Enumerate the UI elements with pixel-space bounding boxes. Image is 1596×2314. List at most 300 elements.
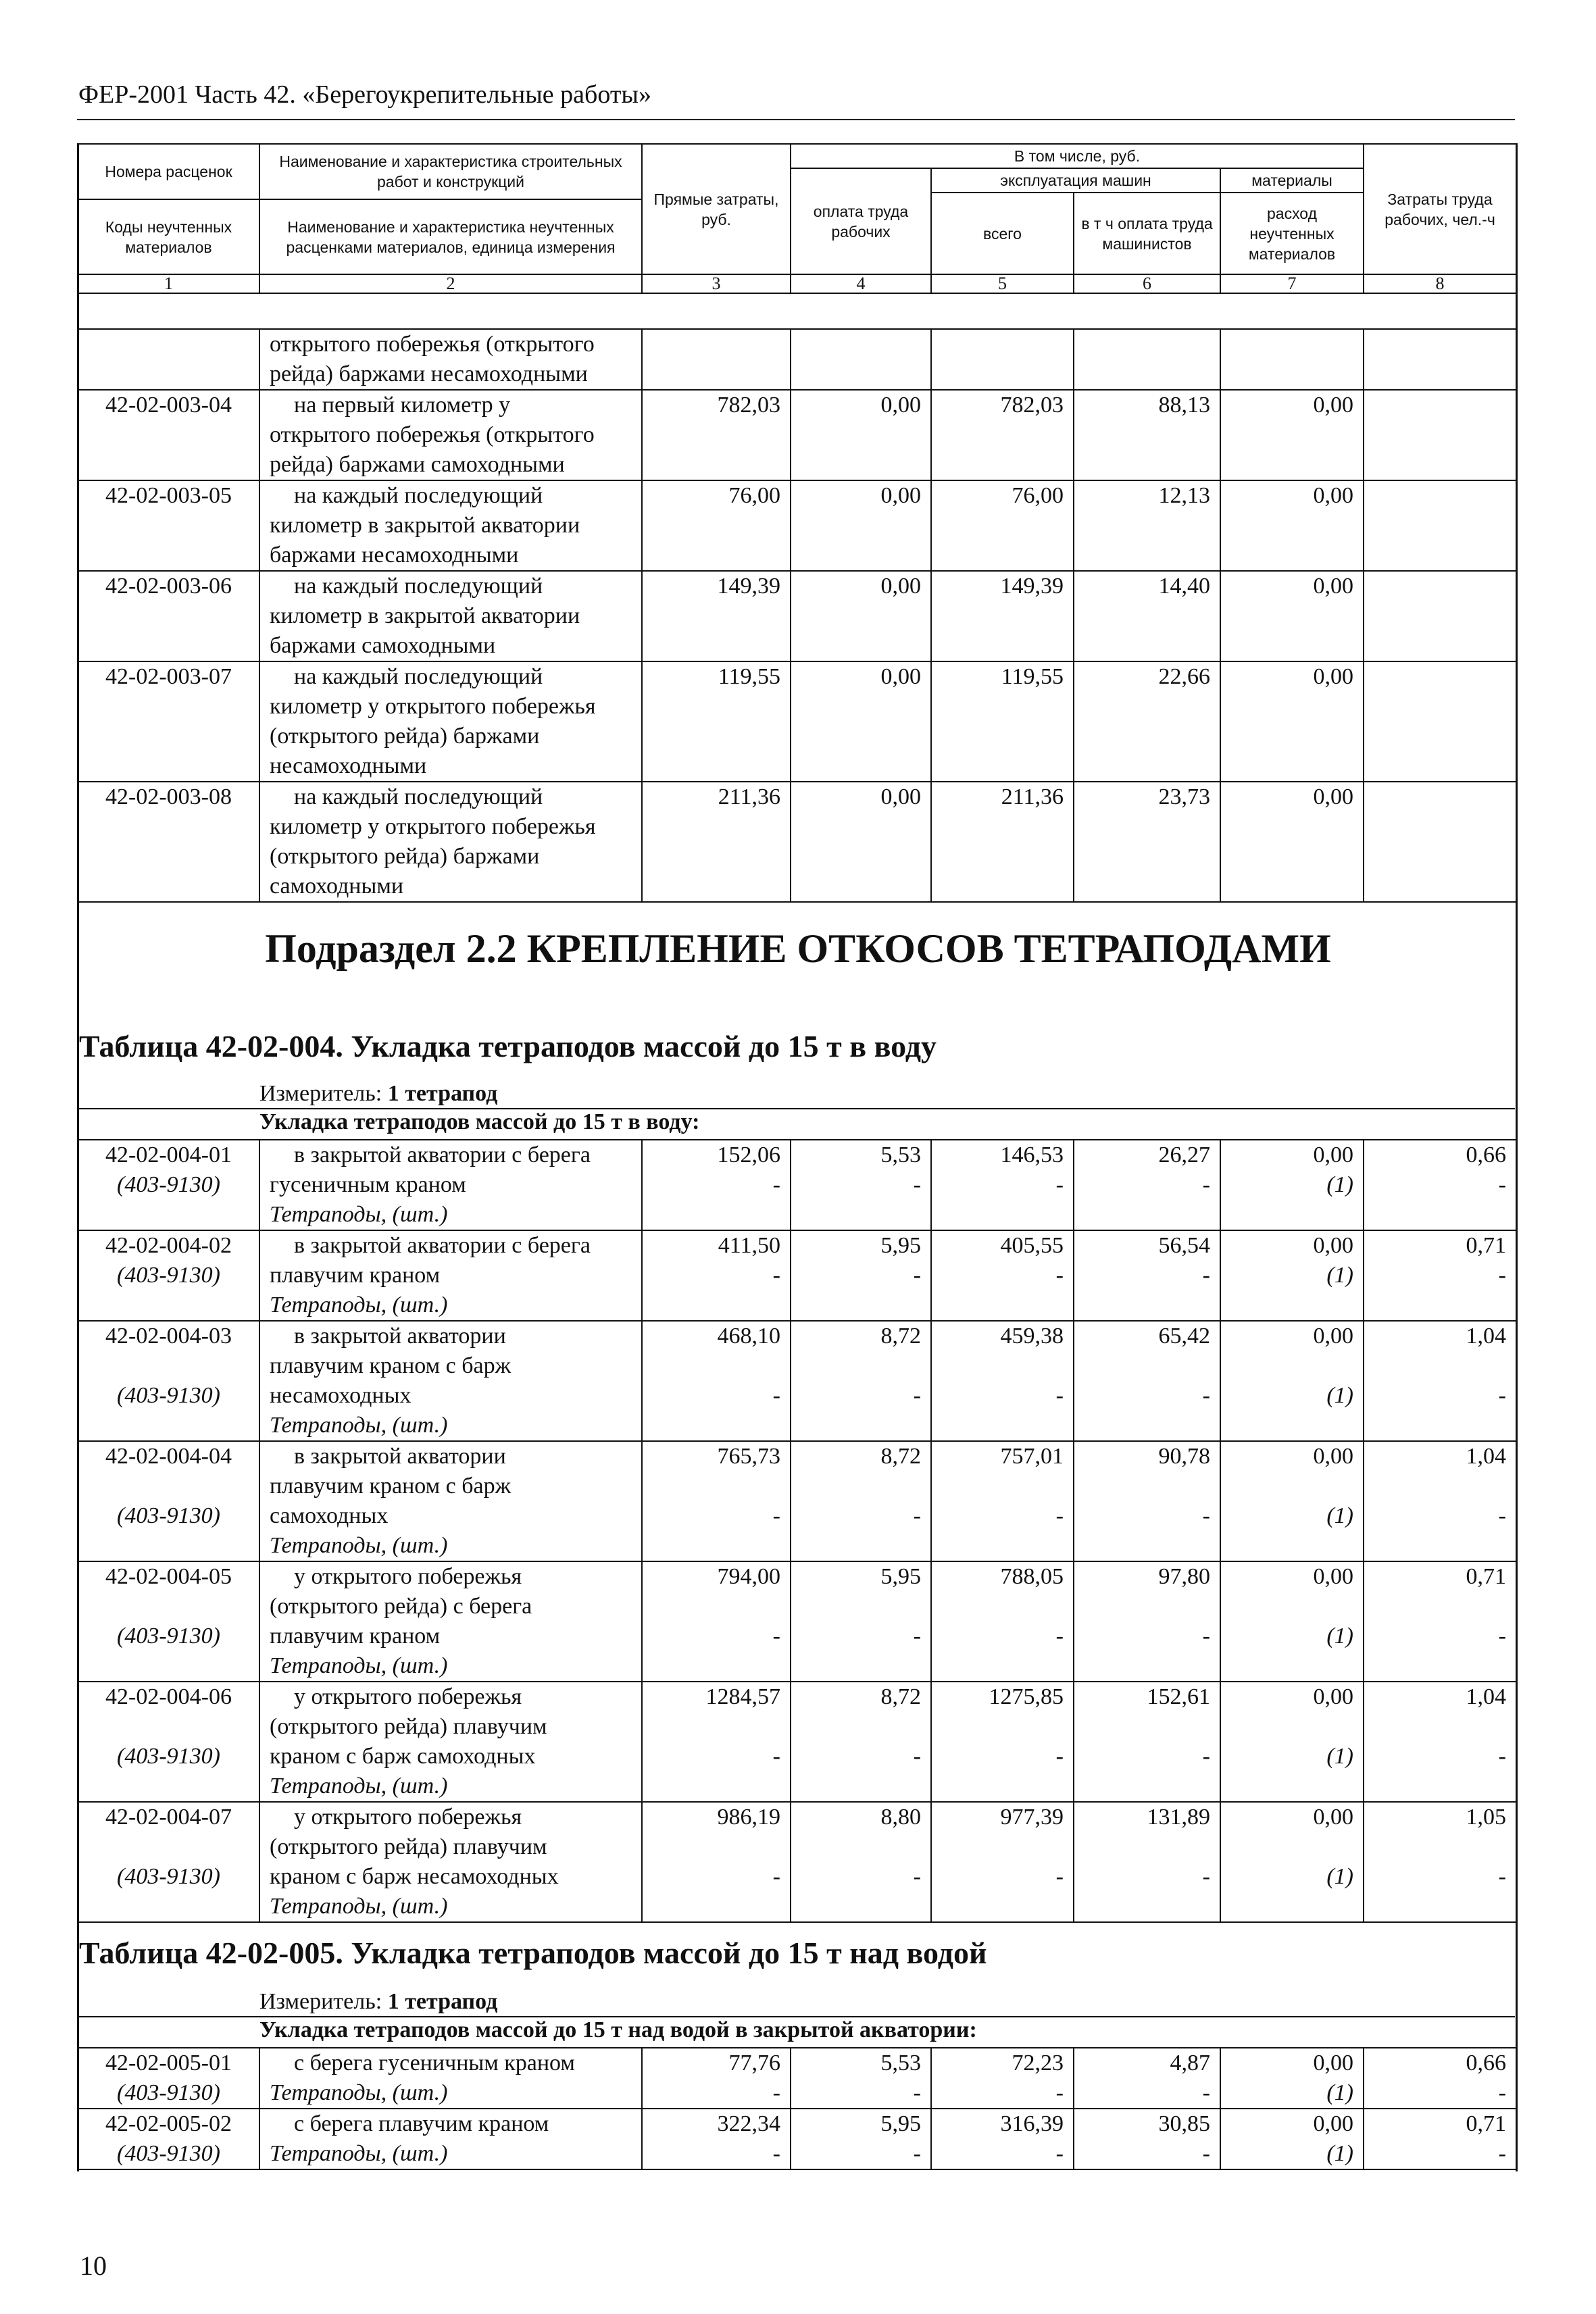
value-cell-c4 [791,1441,931,1561]
empty-dash: - [913,1172,921,1197]
resource-name: Тетраподы, (шт.) [270,1292,448,1317]
value-c5: 1275,85 [989,1684,1064,1709]
value-c4: 5,53 [880,1142,921,1167]
value-c3: 149,39 [717,574,780,599]
description-line: несамоходных [270,1383,412,1408]
rate-code: 42-02-003-04 [105,393,232,418]
value-c6: 14,40 [1158,574,1210,599]
resource-name: Тетраподы, (шт.) [270,1533,448,1558]
value-cell-c7 [1220,1441,1364,1561]
value-cell-c8 [1364,1230,1516,1321]
value-c5: 211,36 [1001,784,1064,809]
value-c7: 0,00 [1313,1233,1353,1258]
value-cell-c4 [791,1230,931,1321]
value-c7: 0,00 [1313,483,1353,508]
material-quantity: (1) [1326,1172,1353,1197]
empty-dash: - [1498,1624,1506,1649]
labor-pay-header: оплата труда рабочих [791,168,931,274]
empty-dash: - [913,1624,921,1649]
empty-dash: - [1498,1864,1506,1889]
value-cell-c6 [1074,571,1220,661]
value-c7: 0,00 [1313,664,1353,689]
value-c4: 8,72 [880,1324,921,1349]
value-c3: 211,36 [718,784,780,809]
value-cell-c6 [1074,1140,1220,1230]
value-c5: 977,39 [1000,1805,1064,1830]
value-cell-c5 [931,329,1074,390]
table-row [78,2109,1516,2169]
value-cell-c6 [1074,329,1220,390]
empty-dash: - [1055,1624,1064,1649]
value-cell-c8 [1364,1682,1516,1802]
empty-dash: - [913,1503,921,1528]
value-cell-c4 [791,1682,931,1802]
value-c7: 0,00 [1313,2111,1353,2136]
description-cell [259,661,642,782]
table-row [78,1230,1516,1321]
value-c7: 0,00 [1313,1444,1353,1469]
table-004-measure: Измеритель: 1 тетрапод [259,1081,498,1106]
description-line: (открытого рейда) плавучим [270,1714,547,1739]
value-c5: 146,53 [1000,1142,1064,1167]
description-line: гусеничным краном [270,1172,466,1197]
col2-subheader: Наименование и характеристика неучтенных расценками материалов, единица измерения [259,199,642,274]
description-line: у открытого побережья [294,1684,522,1709]
empty-dash: - [1055,1263,1064,1288]
resource-code: (403-9130) [117,1172,220,1197]
description-line: открытого побережья (открытого [270,332,595,357]
rate-code: 42-02-004-04 [105,1444,232,1469]
description-line: самоходными [270,874,404,899]
resource-name: Тетраподы, (шт.) [270,1413,448,1438]
description-line: на каждый последующий [294,664,543,689]
description-line: несамоходными [270,753,427,778]
value-c6: 90,78 [1158,1444,1210,1469]
value-cell-c8 [1364,1140,1516,1230]
empty-dash: - [913,1383,921,1408]
subsection-title: Подраздел 2.2 КРЕПЛЕНИЕ ОТКОСОВ ТЕТРАПОДАМИ [265,926,1331,971]
material-quantity: (1) [1326,2141,1353,2166]
empty-dash: - [772,2141,780,2166]
description-cell [259,1802,642,1922]
col-number-4: 4 [791,274,931,293]
description-line: открытого побережья (открытого [270,422,595,447]
table-004-title: Таблица 42-02-004. Укладка тетраподов массой до 15 т в воду [79,1029,937,1063]
value-cell-c5 [931,782,1074,902]
value-c4: 8,80 [880,1805,921,1830]
col-number-8: 8 [1364,274,1516,293]
col-number-3: 3 [642,274,791,293]
empty-dash: - [1055,1383,1064,1408]
value-c7: 0,00 [1313,1805,1353,1830]
material-quantity: (1) [1326,1263,1353,1288]
description-line: рейда) баржами самоходными [270,452,565,477]
empty-dash: - [1055,2080,1064,2105]
value-c3: 765,73 [717,1444,780,1469]
value-cell-c6 [1074,1321,1220,1441]
description-line: на первый километр у [294,393,511,418]
rate-code-cell [78,1802,259,1922]
value-cell-c7 [1220,1321,1364,1441]
empty-dash: - [1202,1624,1210,1649]
value-c4: 5,95 [880,2111,921,2136]
resource-name: Тетраподы, (шт.) [270,1202,448,1227]
resource-name: Тетраподы, (шт.) [270,2080,448,2105]
value-c6: 131,89 [1147,1805,1210,1830]
page-header-title: ФЕР-2001 Часть 42. «Берегоукрепительные работы» [78,80,651,109]
material-quantity: (1) [1326,1383,1353,1408]
value-c4: 5,95 [880,1564,921,1589]
description-cell [259,2048,642,2109]
rate-code-cell [78,1682,259,1802]
value-cell-c8 [1364,571,1516,661]
description-line: в закрытой акватории с берега [294,1142,591,1167]
rate-code-cell [78,1441,259,1561]
empty-dash: - [1055,2141,1064,2166]
value-c5: 782,03 [1000,393,1064,418]
empty-dash: - [1498,2141,1506,2166]
labor-hours-header: Затраты труда рабочих, чел.-ч [1364,144,1516,274]
value-cell-c5 [931,1561,1074,1682]
empty-dash: - [772,1172,780,1197]
rate-code-cell [78,1140,259,1230]
value-cell-c7 [1220,1230,1364,1321]
rate-code: 42-02-004-06 [105,1684,232,1709]
resource-name: Тетраподы, (шт.) [270,1774,448,1799]
empty-dash: - [1055,1744,1064,1769]
value-cell-c4 [791,1802,931,1922]
empty-dash: - [913,1263,921,1288]
col-number-5: 5 [931,274,1074,293]
value-c7: 0,00 [1313,393,1353,418]
value-cell-c3 [642,782,791,902]
value-c3: 119,55 [718,664,780,689]
value-c6: 22,66 [1158,664,1210,689]
in-total-header: В том числе, руб. [791,144,1364,168]
rate-code-cell [78,390,259,480]
col-number-1: 1 [78,274,259,293]
value-cell-c6 [1074,782,1220,902]
value-cell-c3 [642,1682,791,1802]
resource-name: Тетраподы, (шт.) [270,1894,448,1919]
table-row [78,1682,1516,1802]
header-divider [77,119,1515,120]
value-cell-c5 [931,2048,1074,2109]
value-cell-c6 [1074,2048,1220,2109]
value-cell-c6 [1074,390,1220,480]
rate-code-cell [78,661,259,782]
description-line: баржами самоходными [270,633,496,658]
value-cell-c3 [642,1321,791,1441]
description-cell [259,1441,642,1561]
description-line: (открытого рейда) баржами [270,844,540,869]
description-line: (открытого рейда) с берега [270,1594,532,1619]
col3-header: Прямые затраты, руб. [642,144,791,274]
table-row [78,1321,1516,1441]
col-number-2: 2 [259,274,642,293]
rate-code: 42-02-003-06 [105,574,232,599]
value-cell-c8 [1364,1321,1516,1441]
value-cell-c8 [1364,661,1516,782]
rate-code-cell [78,329,259,390]
description-cell [259,1321,642,1441]
value-cell-c4 [791,390,931,480]
value-c4: 8,72 [880,1444,921,1469]
empty-dash: - [1202,1503,1210,1528]
table-row [78,782,1516,902]
value-cell-c7 [1220,1802,1364,1922]
value-c3: 1284,57 [705,1684,780,1709]
value-c6: 65,42 [1158,1324,1210,1349]
value-cell-c6 [1074,1802,1220,1922]
table-row [78,2048,1516,2109]
value-c8: 0,66 [1466,1142,1506,1167]
empty-dash: - [772,1503,780,1528]
rate-code-cell [78,480,259,571]
value-cell-c3 [642,390,791,480]
rate-code-cell [78,2048,259,2109]
value-cell-c8 [1364,480,1516,571]
table-row [78,1140,1516,1230]
value-c8: 1,04 [1466,1444,1506,1469]
value-cell-c8 [1364,782,1516,902]
rate-code: 42-02-004-07 [105,1805,232,1830]
empty-dash: - [772,1864,780,1889]
table-003-continuation [77,328,1517,903]
value-c8: 1,05 [1466,1805,1506,1830]
description-line: километр в закрытой акватории [270,603,580,628]
empty-dash: - [1498,1503,1506,1528]
value-cell-c4 [791,571,931,661]
description-line: краном с барж несамоходных [270,1864,559,1889]
description-line: на каждый последующий [294,574,543,599]
value-c4: 0,00 [880,574,921,599]
value-c6: 23,73 [1158,784,1210,809]
value-cell-c8 [1364,1802,1516,1922]
value-cell-c4 [791,2048,931,2109]
value-cell-c8 [1364,1561,1516,1682]
resource-code: (403-9130) [117,2141,220,2166]
value-c7: 0,00 [1313,1684,1353,1709]
value-cell-c7 [1220,2048,1364,2109]
value-cell-c4 [791,2109,931,2169]
description-line: краном с барж самоходных [270,1744,536,1769]
value-c6: 152,61 [1147,1684,1210,1709]
table-row [78,390,1516,480]
value-cell-c4 [791,1561,931,1682]
value-cell-c7 [1220,571,1364,661]
empty-dash: - [913,1744,921,1769]
empty-dash: - [1202,1263,1210,1288]
value-cell-c3 [642,1230,791,1321]
table-005-title: Таблица 42-02-005. Укладка тетраподов массой до 15 т над водой [79,1936,987,1970]
material-quantity: (1) [1326,1503,1353,1528]
empty-dash: - [1202,1744,1210,1769]
value-cell-c7 [1220,661,1364,782]
value-cell-c7 [1220,1140,1364,1230]
description-line: самоходных [270,1503,389,1528]
machinists-pay-header: в т ч оплата труда машинистов [1074,193,1220,274]
value-c8: 0,71 [1466,2111,1506,2136]
empty-dash: - [1055,1503,1064,1528]
value-cell-c7 [1220,480,1364,571]
value-cell-c4 [791,480,931,571]
empty-dash: - [913,2141,921,2166]
resource-code: (403-9130) [117,1263,220,1288]
value-c6: 97,80 [1158,1564,1210,1589]
description-line: баржами несамоходными [270,543,519,568]
empty-dash: - [1498,2080,1506,2105]
description-cell [259,1682,642,1802]
description-line: (открытого рейда) баржами [270,724,540,749]
value-c8: 1,04 [1466,1684,1506,1709]
value-cell-c3 [642,1561,791,1682]
description-cell [259,329,642,390]
description-line: километр у открытого побережья [270,694,596,719]
description-cell [259,1140,642,1230]
machines-header: эксплуатация машин [931,168,1220,193]
description-line: плавучим краном с барж [270,1353,512,1378]
description-cell [259,571,642,661]
value-c7: 0,00 [1313,1564,1353,1589]
column-header-table [77,143,1517,294]
empty-dash: - [1202,1383,1210,1408]
value-c6: 12,13 [1158,483,1210,508]
description-line: в закрытой акватории [294,1324,506,1349]
value-cell-c5 [931,480,1074,571]
value-c6: 56,54 [1158,1233,1210,1258]
resource-code: (403-9130) [117,1864,220,1889]
value-c5: 757,01 [1000,1444,1064,1469]
description-cell [259,390,642,480]
value-c6: 26,27 [1158,1142,1210,1167]
value-c3: 794,00 [717,1564,780,1589]
empty-dash: - [1202,1172,1210,1197]
rate-code: 42-02-004-01 [105,1142,232,1167]
description-line: у открытого побережья [294,1564,522,1589]
description-cell [259,1561,642,1682]
value-c3: 322,34 [717,2111,780,2136]
empty-dash: - [1498,1744,1506,1769]
empty-dash: - [1055,1864,1064,1889]
value-c3: 411,50 [718,1233,780,1258]
value-c8: 0,71 [1466,1564,1506,1589]
value-c8: 0,66 [1466,2051,1506,2076]
table-row [78,480,1516,571]
rate-code: 42-02-004-03 [105,1324,232,1349]
empty-dash: - [913,1864,921,1889]
value-c3: 782,03 [717,393,780,418]
value-c3: 152,06 [717,1142,780,1167]
rate-code: 42-02-005-01 [105,2051,232,2076]
value-c7: 0,00 [1313,574,1353,599]
value-c8: 0,71 [1466,1233,1506,1258]
materials-unaccounted-header: расход неучтенных материалов [1220,193,1364,274]
table-005-group-heading: Укладка тетраподов массой до 15 т над водой в закрытой акватории: [259,2017,977,2042]
empty-dash: - [1498,1263,1506,1288]
value-cell-c5 [931,1230,1074,1321]
description-line: на каждый последующий [294,784,543,809]
description-line: (открытого рейда) плавучим [270,1834,547,1859]
description-line: на каждый последующий [294,483,543,508]
value-cell-c7 [1220,329,1364,390]
rate-code: 42-02-004-02 [105,1233,232,1258]
value-cell-c4 [791,329,931,390]
rate-code-cell [78,1561,259,1682]
table-005 [77,2047,1517,2170]
rate-code-cell [78,2109,259,2169]
value-c5: 76,00 [1012,483,1064,508]
value-cell-c6 [1074,480,1220,571]
value-cell-c3 [642,480,791,571]
value-cell-c3 [642,1802,791,1922]
empty-dash: - [1498,1172,1506,1197]
empty-dash: - [1202,2141,1210,2166]
table-004 [77,1139,1517,1923]
description-line: в закрытой акватории с берега [294,1233,591,1258]
description-line: с берега гусеничным краном [294,2051,575,2076]
value-cell-c3 [642,661,791,782]
resource-name: Тетраподы, (шт.) [270,2141,448,2166]
value-cell-c7 [1220,390,1364,480]
page-number: 10 [80,2250,107,2281]
value-c5: 149,39 [1000,574,1064,599]
resource-code: (403-9130) [117,1503,220,1528]
rate-code: 42-02-003-07 [105,664,232,689]
value-cell-c8 [1364,2109,1516,2169]
value-cell-c5 [931,1802,1074,1922]
value-cell-c6 [1074,1230,1220,1321]
materials-header: материалы [1220,168,1364,193]
value-cell-c4 [791,1140,931,1230]
rate-code-cell [78,571,259,661]
table-row [78,661,1516,782]
empty-dash: - [913,2080,921,2105]
rate-code-cell [78,1321,259,1441]
value-c6: 4,87 [1170,2051,1210,2076]
value-c7: 0,00 [1313,1142,1353,1167]
value-cell-c4 [791,782,931,902]
value-cell-c5 [931,1441,1074,1561]
empty-dash: - [772,1624,780,1649]
rate-code: 42-02-003-05 [105,483,232,508]
empty-dash: - [772,1383,780,1408]
description-cell [259,782,642,902]
col1-subheader: Коды неучтенных материалов [78,199,259,274]
empty-dash: - [772,1744,780,1769]
table-row [78,571,1516,661]
value-c3: 77,76 [728,2051,780,2076]
value-c3: 986,19 [717,1805,780,1830]
value-cell-c6 [1074,1682,1220,1802]
material-quantity: (1) [1326,1744,1353,1769]
value-cell-c3 [642,2109,791,2169]
value-cell-c5 [931,1682,1074,1802]
value-cell-c5 [931,571,1074,661]
value-c4: 0,00 [880,483,921,508]
value-c4: 5,95 [880,1233,921,1258]
table-row [78,329,1516,390]
value-c5: 316,39 [1000,2111,1064,2136]
value-cell-c6 [1074,1561,1220,1682]
value-cell-c6 [1074,2109,1220,2169]
description-cell [259,480,642,571]
value-cell-c3 [642,1441,791,1561]
material-quantity: (1) [1326,2080,1353,2105]
value-c7: 0,00 [1313,784,1353,809]
machines-total-header: всего [931,193,1074,274]
description-line: километр в закрытой акватории [270,513,580,538]
